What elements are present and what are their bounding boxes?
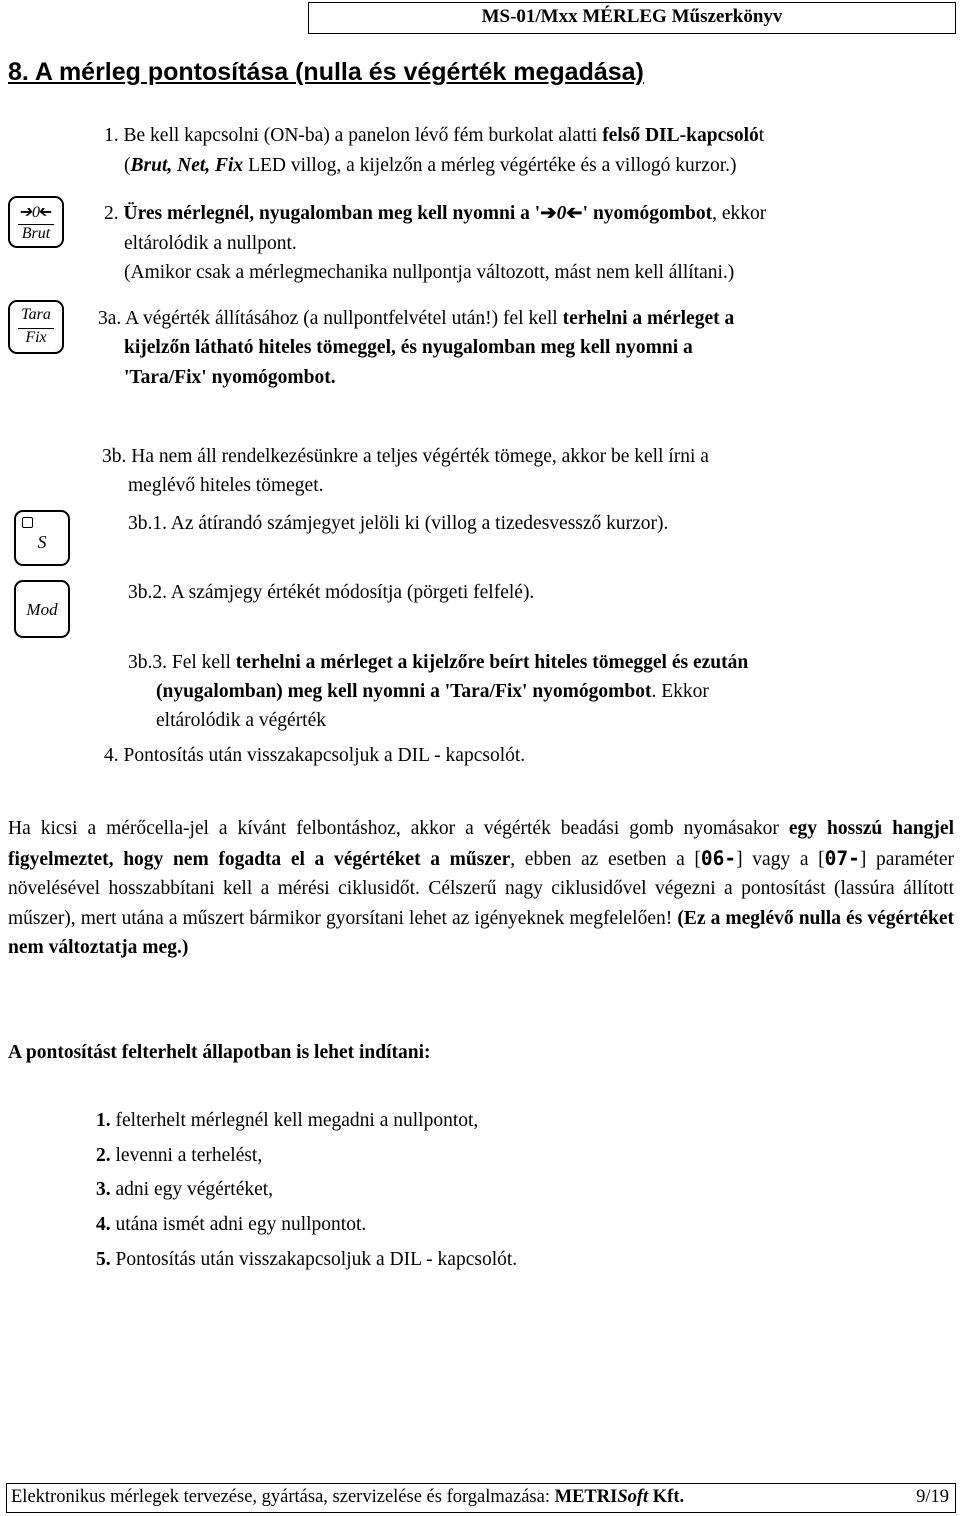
page-number: 9/19 (916, 1487, 949, 1507)
step-3b3-line-3: eltárolódik a végérték (156, 710, 327, 731)
step-3a-line-3: 'Tara/Fix' nyomógombot. (124, 367, 336, 388)
step-3b1: 3b.1. Az átírandó számjegyet jelöli ki (villog a tizedesvessző kurzor). (128, 513, 669, 534)
list-item: 2. levenni a terhelést, (96, 1145, 263, 1166)
loaded-heading: A pontosítást felterhelt állapotban is lehet indítani: (8, 1042, 431, 1063)
fix-key-label: Fix (25, 329, 47, 346)
step-3b-line-2: meglévő hiteles tömeget. (128, 475, 324, 496)
s-key-label: S (37, 532, 47, 552)
mod-key-label: Mod (26, 600, 58, 619)
arrow-right-icon: ➔ (540, 203, 557, 224)
mod-key-icon (14, 580, 70, 638)
arrow-left-icon: ➔ (566, 203, 583, 224)
page-header (308, 2, 956, 34)
list-item: 4. utána ismét adni egy nullpontot. (96, 1214, 367, 1235)
step-3b-line-1: 3b. Ha nem áll rendelkezésünkre a teljes végérték tömege, akkor be kell írni a (102, 446, 709, 467)
footer-company: Elektronikus mérlegek tervezése, gyártása, szervizelése és forgalmazása: METRISoft Kft. (11, 1487, 685, 1507)
step-3a-line-2: kijelzőn látható hiteles tömeggel, és nyugalomban meg kell nyomni a (124, 337, 693, 358)
step-2-line-1: 2. Üres mérlegnél, nyugalomban meg kell nyomni a '➔0➔' nyomógombot, ekkor (104, 199, 766, 228)
s-key-icon (14, 510, 70, 566)
brut-key-label: Brut (21, 225, 51, 242)
zero-brut-key-icon (8, 196, 64, 248)
step-1-line-1: 1. Be kell kapcsolni (ON-ba) a panelon lévő fém burkolat alatti felső DIL-kapcsolót (104, 125, 765, 146)
section-title: 8. A mérleg pontosítása (nulla és végérték megadása) (8, 58, 644, 86)
arrow-left-icon: ➔ (40, 204, 54, 221)
parameter-06: 06- (700, 846, 737, 870)
step-3b2: 3b.2. A számjegy értékét módosítja (pörgeti felfelé). (128, 582, 535, 603)
tara-key-label: Tara (21, 306, 51, 323)
step-3a-line-1: 3a. A végérték állításához (a nullpontfelvétel után!) fel kell terhelni a mérleget a (98, 308, 735, 329)
page-footer (6, 1483, 956, 1513)
list-item: 5. Pontosítás után visszakapcsoljuk a DIL - kapcsolót. (96, 1249, 518, 1270)
list-item: 3. adni egy végértéket, (96, 1179, 274, 1200)
tara-fix-key-icon (8, 300, 64, 354)
step-2-line-2: eltárolódik a nullpont. (124, 233, 297, 254)
step-1-line-2: (Brut, Net, Fix LED villog, a kijelzőn a mérleg végértéke és a villogó kurzor.) (124, 155, 737, 176)
step-3b3-line-2: (nyugalomban) meg kell nyomni a 'Tara/Fix' nyomógombot. Ekkor (156, 681, 709, 702)
header-title: MS-01/Mxx MÉRLEG Műszerkönyv (481, 6, 783, 27)
warning-paragraph: Ha kicsi a mérőcella-jel a kívánt felbontáshoz, akkor a végérték beadási gomb nyomásakor egy hosszú hangjel figyelmeztet, hogy nem fogadta el a végértéket a műszer, ebben az esetben a [06-] vagy a [07-] paraméter növelésével hosszabbítani kell a mérési ciklusidőt. Célszerű nagy ciklusidővel végezni a pontosítást (lassúra állított műszer), mert utána a műszert bármikor gyorsítani lehet az igényeknek megfelelően! (Ez a meglévő nulla és végértéket nem változtatja meg.) (8, 818, 955, 958)
step-3b3-line-1: 3b.3. Fel kell terhelni a mérleget a kijelzőre beírt hiteles tömeggel és ezután (128, 652, 749, 673)
parameter-07: 07- (824, 846, 860, 870)
step-2-line-3: (Amikor csak a mérlegmechanika nullpontja változott, mást nem kell állítani.) (124, 262, 735, 283)
list-item: 1. felterhelt mérlegnél kell megadni a nullpontot, (96, 1110, 479, 1131)
step-4: 4. Pontosítás után visszakapcsoljuk a DIL - kapcsolót. (104, 745, 526, 766)
arrow-right-icon: ➔ (18, 204, 32, 221)
zero-key-label: 0 (32, 204, 40, 221)
key-square-icon (22, 517, 33, 528)
